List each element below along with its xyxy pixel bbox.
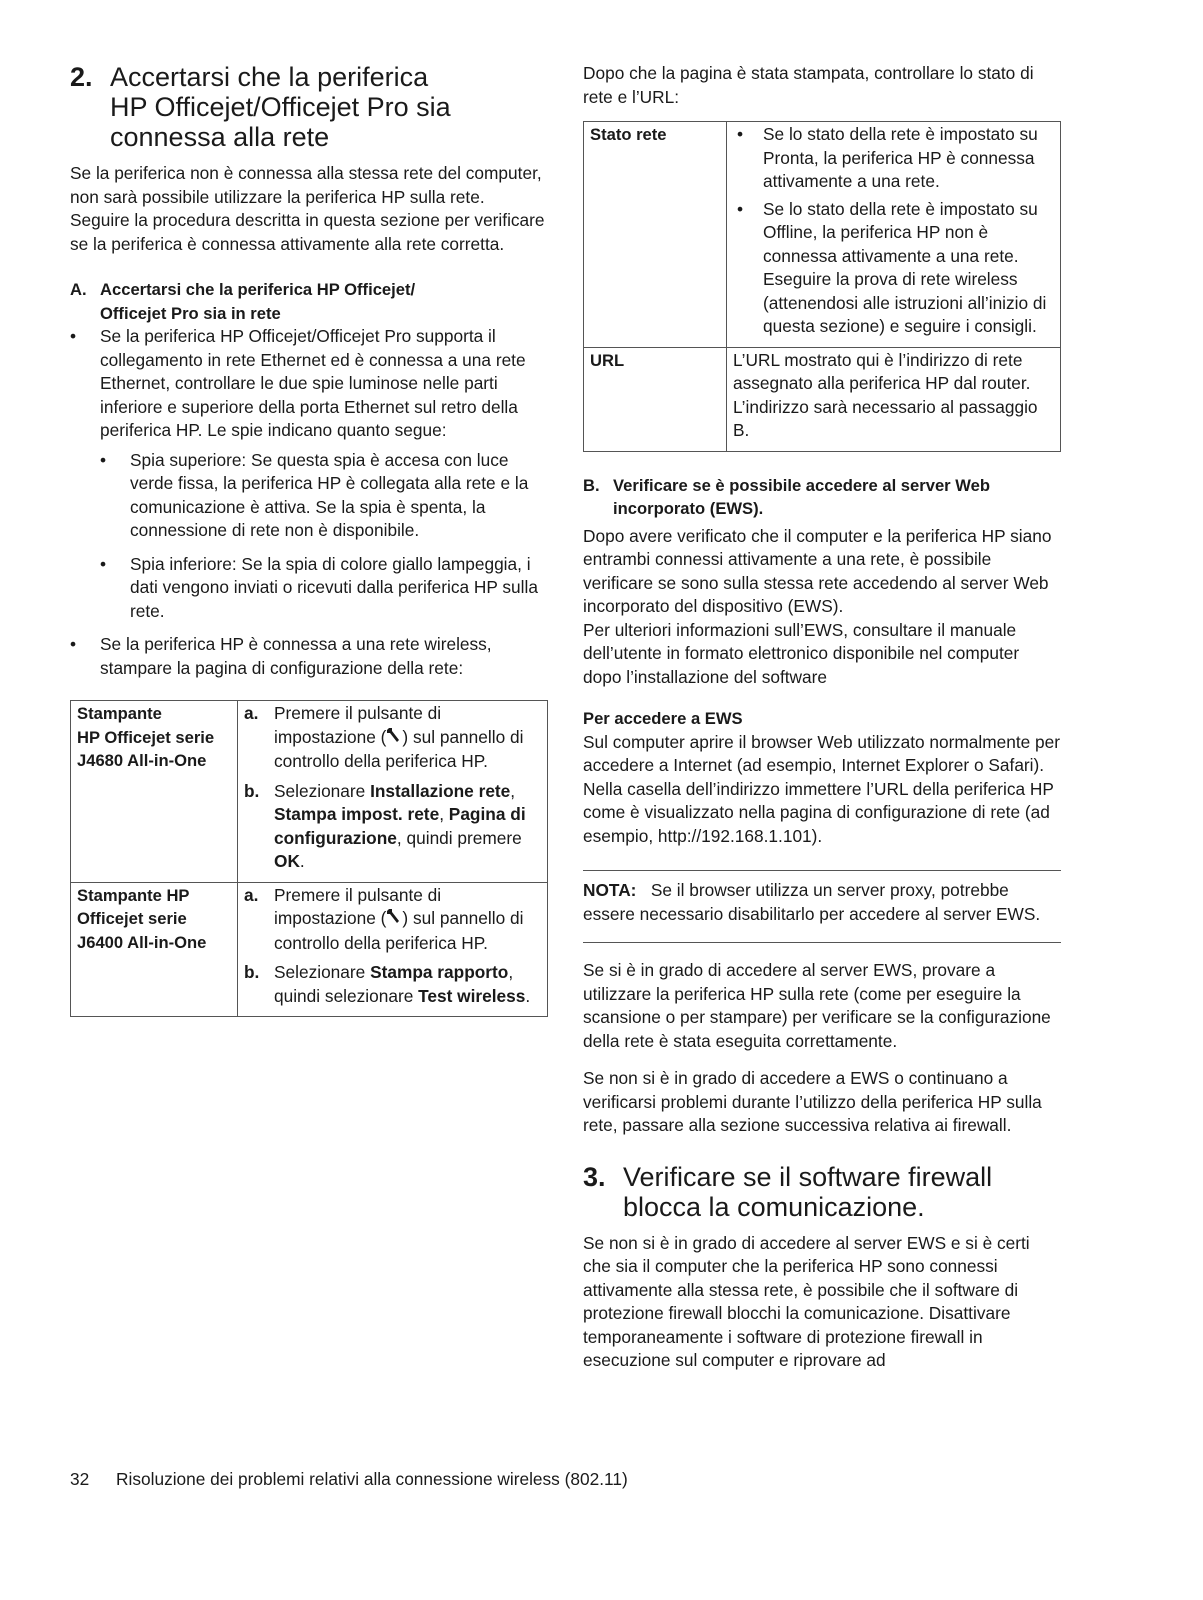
step-text (274, 884, 541, 956)
ews-fail-paragraph: Se non si è in grado di accedere a EWS o continuano a verificarsi problemi durante l’utilizzo della periferica HP sulla rete, passare alla sezione successiva relativa ai firewall. (583, 1068, 1042, 1135)
bullet-icon: • (70, 326, 77, 346)
ews-manual-paragraph: Per ulteriori informazioni sull’EWS, consultare il manuale dell’utente in formato elettronico disponibile nel computer dopo l’installazione del software (583, 619, 1020, 687)
bullet-text: Se la periferica HP Officejet/Officejet Pro supporta il collegamento in rete Ethernet ed è connessa a una rete Ethernet, controllare le due spie luminose nelle parti inferiore e superiore della porta Ethernet sul retro della periferica HP. Le spie indicano quanto segue: (100, 326, 526, 440)
menu-option: Pagina di configurazione (274, 804, 526, 848)
bullet-icon: • (100, 553, 107, 574)
section-3-heading (583, 1162, 1061, 1222)
step-key: a. (244, 884, 259, 905)
status-table (583, 121, 1061, 452)
title-line: HP Officejet/Officejet Pro sia (110, 92, 451, 122)
step-key: a. (244, 703, 259, 723)
label-line: Officejet serie (77, 909, 187, 928)
table-row (584, 122, 1061, 348)
label-line: Stampante (77, 704, 162, 723)
table-row (584, 347, 1061, 451)
note-label: NOTA: (583, 880, 637, 900)
section-title (623, 1162, 992, 1222)
status-bullet (733, 198, 1054, 339)
after-print-paragraph: Dopo che la pagina è stata stampata, controllare lo stato di rete e l’URL: (583, 63, 1034, 107)
menu-option: Test wireless (418, 985, 526, 1006)
section-number: 3. (583, 1161, 606, 1192)
sub-title (100, 278, 415, 325)
wrench-icon (386, 908, 402, 932)
heading-text: Per accedere a EWS (583, 709, 743, 728)
subbullet-bottom-light (100, 553, 548, 624)
step-a (244, 884, 541, 956)
bullet-text: Se lo stato della rete è impostato su Pronta, la periferica HP è connessa attivamente a una rete. (763, 124, 1038, 191)
ews-intro-paragraph: Dopo avere verificato che il computer e la periferica HP siano entrambi connessi attivamente a una rete, è possibile verificare se sono sulla stessa rete accedendo al server Web incorporato del dispositivo (EWS). (583, 525, 1052, 616)
menu-option: OK (274, 851, 300, 871)
firewall-paragraph: Se non si è in grado di accedere al server EWS e si è certi che sia il computer che la periferica HP sono connessi attivamente alla stessa rete, è possibile che il software di protezione firewall blocchi la comunicazione. Disattivare temporaneamente i software di protezione firewall in esecuzione sul computer e riprovare ad (583, 1232, 1030, 1370)
printer-steps (238, 701, 548, 883)
sub-letter: B. (583, 475, 600, 495)
divider (583, 870, 1061, 871)
label-line: Stampante HP (77, 885, 190, 905)
label-line: J6400 All-in-One (77, 932, 207, 952)
subheading-a (70, 278, 548, 325)
label-line: HP Officejet serie (77, 727, 215, 747)
step-text (274, 961, 541, 1008)
title-line: blocca la comunicazione. (623, 1191, 925, 1222)
left-column (70, 62, 548, 1017)
menu-option: Stampa impost. rete (274, 804, 440, 824)
bullet-icon: • (737, 198, 744, 219)
ews-access-heading (583, 707, 1061, 731)
footer-title: Risoluzione dei problemi relativi alla connessione wireless (802.11) (116, 1469, 628, 1489)
bullet-wireless (70, 633, 548, 680)
menu-option: Installazione rete (370, 780, 511, 801)
printer-steps (238, 882, 548, 1017)
printer-instructions-table (70, 700, 548, 1017)
right-column (583, 62, 1061, 1373)
step-text-part: , quindi selezionare (274, 962, 514, 1006)
divider (583, 942, 1061, 943)
bullet-text: Spia superiore: Se questa spia è accesa con luce verde fissa, la periferica HP è collegata alla rete e la comunicazione è attiva. Se la spia è spenta, la connessione di rete non è disponibile. (130, 449, 529, 540)
title-line: Verificare se il software firewall (623, 1161, 993, 1192)
title-line: Accertarsi che la periferica (110, 62, 429, 92)
title-line: connessa alla rete (110, 122, 330, 152)
sub-title-line: Accertarsi che la periferica HP Officejet/ (100, 280, 416, 299)
status-label: Stato rete (584, 122, 727, 348)
step-text (274, 702, 541, 774)
bullet-icon: • (70, 634, 77, 654)
step-text-part: Premere il pulsante di impostazione ( (274, 703, 442, 747)
step-text-part: Premere il pulsante di impostazione ( (274, 884, 442, 928)
note-text: Se il browser utilizza un server proxy, potrebbe essere necessario disabilitarlo per accedere al server EWS. (583, 880, 1041, 924)
url-label: URL (584, 347, 727, 451)
wrench-icon (386, 727, 402, 751)
table-row (71, 882, 548, 1017)
step-text-part: ) sul pannello di controllo della periferica HP. (274, 908, 524, 953)
step-b (244, 780, 541, 874)
intro-paragraph: Se la periferica non è connessa alla stessa rete del computer, non sarà possibile utilizzare la periferica HP sulla rete. Seguire la procedura descritta in questa sezione per verificare se la periferica è connessa attivamente alla rete corretta. (70, 163, 545, 254)
sub-title-line: Officejet Pro sia in rete (100, 303, 281, 323)
note (583, 879, 1061, 926)
page-number: 32 (70, 1469, 90, 1489)
status-bullet (733, 123, 1054, 194)
status-description (727, 122, 1061, 348)
bullet-text: Se la periferica HP è connessa a una rete wireless, stampare la pagina di configurazione della rete: (100, 634, 492, 678)
step-key: b. (244, 780, 260, 801)
table-row (71, 701, 548, 883)
step-text-part: ) sul pannello di controllo della periferica HP. (274, 726, 524, 771)
step-text-part: Selezionare (274, 780, 371, 801)
bullet-text: Se lo stato della rete è impostato su Offline, la periferica HP non è connessa attivamente a una rete. Eseguire la prova di rete wireless (attenendosi alle istruzioni all’inizio di questa sezione) e seguire i consigli. (763, 198, 1047, 336)
page-footer (70, 1469, 628, 1490)
step-text-part: , (510, 780, 516, 801)
step-b (244, 961, 541, 1008)
step-text-part: , (439, 804, 449, 824)
step-a (244, 702, 541, 774)
subbullet-top-light (100, 449, 548, 543)
step-text-part: Selezionare (274, 962, 371, 982)
bullet-icon: • (737, 124, 744, 144)
bullet-text: Spia inferiore: Se la spia di colore giallo lampeggia, i dati vengono inviati o ricevuti dalla periferica HP sulla rete. (130, 553, 538, 621)
section-2-heading (70, 62, 548, 152)
sub-letter: A. (70, 280, 87, 299)
ews-success-paragraph: Se si è in grado di accedere al server EWS, provare a utilizzare la periferica HP sulla rete (come per eseguire la scansione o per stampare) per verificare se la configurazione della rete è stata eseguita correttamente. (583, 960, 1051, 1051)
step-text-part: , quindi premere (396, 827, 522, 848)
sub-title: Verificare se è possibile accedere al server Web incorporato (EWS). (613, 475, 990, 518)
url-description: L’URL mostrato qui è l’indirizzo di rete assegnato alla periferica HP dal router. L’indirizzo sarà necessario al passaggio B. (727, 347, 1061, 451)
step-text-part: . (299, 851, 305, 871)
printer-label (71, 701, 238, 883)
label-line: J4680 All-in-One (77, 751, 207, 770)
bullet-ethernet (70, 325, 548, 443)
step-key: b. (244, 962, 260, 982)
section-title (110, 62, 451, 152)
printer-label (71, 882, 238, 1017)
ews-access-paragraph: Sul computer aprire il browser Web utilizzato normalmente per accedere a Internet (ad esempio, Internet Explorer o Safari). Nella casella dell’indirizzo immettere l’URL della periferica HP come è visualizzato nella pagina di configurazione di rete (ad esempio, http://192.168.1.101). (583, 731, 1061, 846)
bullet-icon: • (100, 449, 107, 470)
section-number: 2. (70, 62, 93, 92)
menu-option: Stampa rapporto (370, 962, 509, 982)
subheading-b (583, 474, 1061, 521)
step-text-part: . (525, 985, 531, 1006)
step-text (274, 780, 541, 874)
